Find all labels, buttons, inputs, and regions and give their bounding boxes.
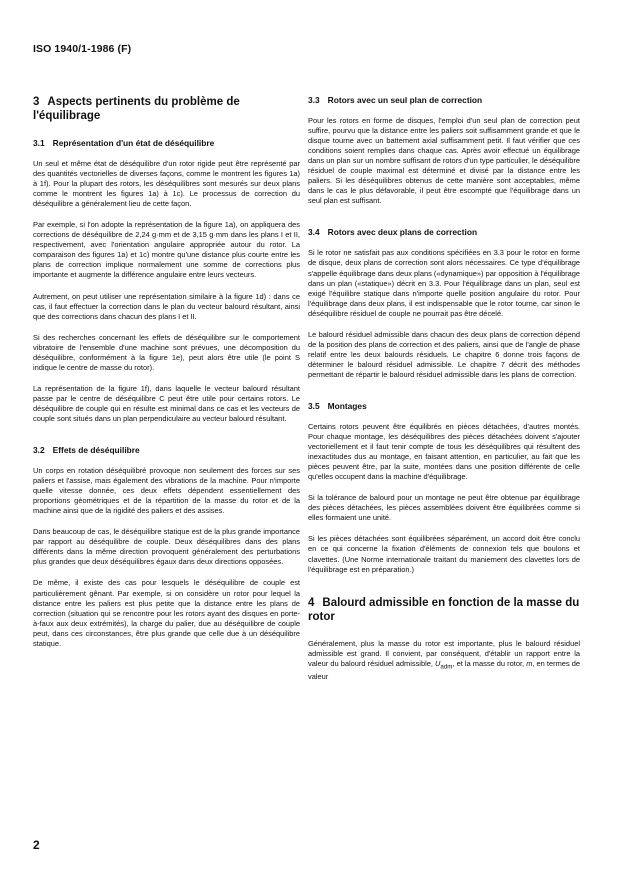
section-title: Balourd admissible en fonction de la masse du rotor bbox=[308, 596, 580, 623]
paragraph: Le balourd résiduel admissible dans chacun des deux plans de correction dépend de la position des plans de correction et des paliers, ainsi que de l'angle de phase relatif entre les deux balourds résiduels. Le chapitre 6 donne trois façons de déterminer le balourd résiduel admissible. Le chapitre 7 décrit des méthodes permettant de répartir le balourd résiduel admissible dans les plans de correction. bbox=[308, 329, 580, 379]
standard-header: ISO 1940/1-1986 (F) bbox=[33, 43, 132, 55]
paragraph: Pour les rotors en forme de disques, l'emploi d'un seul plan de correction peut suffire, pourvu que la distance entre les paliers soit suffisamment grande et que le disque tourne avec un battement axial suffisamment petit. Il faut vérifier que ces conditions soient remplies dans chaque cas. Après avoir effectué un équilibrage dans un plan sur un nombre suffisant de rotors d'un type particulier, le déséquilibre résiduel de couple maximal est déterminé et divisé par la distance entre les paliers. Si les déséquilibres obtenus de cette manière sont acceptables, même dans le cas le plus défavorable, il peut être escompté que l'équilibrage dans un seul plan est suffisant. bbox=[308, 116, 580, 206]
section-title: Montages bbox=[327, 400, 367, 411]
paragraph: La représentation de la figure 1f), dans laquelle le vecteur balourd résultant passe par le centre de déséquilibre C peut être utile pour certains rotors. Le déséquilibre de couple qui en résulte est minimal dans ce cas et les vecteurs de couple sont situés dans un plan perpendiculaire au vecteur balourd résultant. bbox=[33, 383, 300, 423]
page-number: 2 bbox=[33, 838, 40, 852]
paragraph: Si la tolérance de balourd pour un montage ne peut être obtenue par équilibrage des pièces détachées, les pièces assemblées doivent être équilibrées comme si elles formaient une unité. bbox=[308, 493, 580, 523]
section-number: 4 bbox=[308, 596, 315, 609]
section-3-4-heading bbox=[308, 227, 580, 238]
paragraph: Si les pièces détachées sont équilibrées séparément, un accord doit être conclu en ce qui concerne la fixation d'éléments de connexion tels que boulons et clavettes. (Une Norme internationale traitant du maniement des clavettes lors de l'équilibrage est en préparation.) bbox=[308, 534, 580, 574]
section-number: 3 bbox=[33, 96, 40, 108]
section-4-heading bbox=[308, 596, 580, 624]
section-number: 3.5 bbox=[308, 400, 320, 411]
paragraph-text: , en termes de valeur bbox=[308, 658, 580, 682]
paragraph: Un seul et même état de déséquilibre d'un rotor rigide peut être représenté par des quantités vectorielles de diverses façons, comme le montrent les figures 1a) à 1f). Pour la plupart des rotors, les déséquilibres sont mesurés sur deux plans comme le montrent les figures 1a) à 1c). Le processus de correction du déséquilibre a généralement lieu de cette façon. bbox=[33, 159, 300, 209]
paragraph: Par exemple, si l'on adopte la représentation de la figure 1a), on appliquera des corrections de déséquilibre de 2,24 g·mm et de 3,15 g·mm dans les plans I et II, respectivement, avec l'orientation angulaire appropriée autour du rotor. La comparaison des figures 1a) et 1c) montre qu'une distance plus courte entre les plans de correction implique normalement une somme de corrections plus importante et augmente la différence angulaire entre leurs vecteurs. bbox=[33, 220, 300, 280]
section-3-5-heading bbox=[308, 401, 580, 412]
section-title: Effets de déséquilibre bbox=[52, 445, 140, 456]
paragraph: Si des recherches concernant les effets de déséquilibre sur le comportement vibratoire de l'ensemble d'une machine sont prévues, une décomposition du déséquilibre, conformément à la figure 1e), peut alors être utile (le point S indique le centre de masse du rotor). bbox=[33, 332, 300, 372]
paragraph-text: Généralement, plus la masse du rotor est importante, plus le balourd résiduel admissible est grand. Il convient, par conséquent, d'établir un rapport entre la valeur du balourd résiduel admissible, bbox=[308, 638, 580, 668]
section-number: 3.3 bbox=[308, 95, 320, 105]
section-3-3-heading bbox=[308, 95, 580, 106]
left-column bbox=[33, 95, 300, 660]
section-3-2-heading bbox=[33, 445, 300, 456]
section-number: 3.4 bbox=[308, 227, 320, 238]
paragraph: Un corps en rotation déséquilibré provoque non seulement des forces sur ses paliers et l'assise, mais également des vibrations de la machine. Pour n'importe quelle vitesse donnée, ces deux effets dépendent essentiellement des proportions géométriques et de la répartition de la masse du rotor et de la machine ainsi que de la rigidité des paliers et des assises. bbox=[33, 466, 300, 516]
paragraph: Autrement, on peut utiliser une représentation similaire à la figure 1d) : dans ce cas, il faut effectuer la correction dans le plan du vecteur balourd résultant, ainsi que des corrections dans chacun des plans I et II. bbox=[33, 291, 300, 321]
section-3-1-heading bbox=[33, 138, 300, 149]
paragraph: De même, il existe des cas pour lesquels le déséquilibre de couple est particulièrement gênant. Par exemple, si on considère un rotor pour lequel la distance entre les paliers est plus petite que la distance entre les plans de correction (situation qui se rencontre pour les rotors ayant des disques en porte-à-faux aux deux extrémités), la charge du palier, due au déséquilibre de couple peut, dans ces circonstances, être plus grande que celle due à un déséquilibre statique. bbox=[33, 578, 300, 648]
paragraph: Dans beaucoup de cas, le déséquilibre statique est de la plus grande importance par rapport au déséquilibre de couple. Deux déséquilibres dans des plans différents dans la même direction provoquent généralement des perturbations plus grandes que deux déséquilibres égaux dans deux directions opposées. bbox=[33, 527, 300, 567]
paragraph bbox=[308, 639, 580, 683]
section-number: 3.2 bbox=[33, 445, 45, 456]
symbol-u: U bbox=[435, 658, 441, 668]
section-title: Aspects pertinents du problème de l'équilibrage bbox=[33, 96, 240, 122]
paragraph-text: , et la masse du rotor, bbox=[452, 658, 527, 668]
section-3-heading bbox=[33, 95, 300, 123]
section-title: Représentation d'un état de déséquilibre bbox=[52, 138, 215, 148]
symbol-u-subscript: adm bbox=[440, 663, 453, 671]
symbol-m: m bbox=[526, 658, 533, 668]
section-title: Rotors avec deux plans de correction bbox=[327, 227, 478, 238]
paragraph: Si le rotor ne satisfait pas aux conditions spécifiées en 3.3 pour le rotor en forme de disque, deux plans de correction sont alors nécessaires. Ce type d'équilibrage s'appelle équilibrage dans deux plans («dynamique») par opposition à l'équilibrage dans un plan («statique») décrit en 3.3. Pour l'équilibrage dans un plan, seul est exigé l'équilibre statique dans n'importe quelle position angulaire du rotor. Pour l'équilibrage dans deux plans, il est indispensable que le rotor tourne, car sinon le déséquilibre résiduel de couple ne pourrait pas être décelé. bbox=[308, 248, 581, 318]
paragraph: Certains rotors peuvent être équilibrés en pièces détachées, d'autres montés. Pour chaque montage, les déséquilibres des pièces détachées doivent s'ajouter vectoriellement et il faut tenir compte de tous les déséquilibres qui résultent des inexactitudes dus au montage, en faisant attention, en particulier, au fait que les pièces peuvent être, par la suite, montées dans une position différente de celle qu'elles occupent dans la machine d'équilibrage. bbox=[308, 421, 580, 482]
section-number: 3.1 bbox=[33, 138, 45, 148]
section-title: Rotors avec un seul plan de correction bbox=[327, 95, 483, 105]
right-column bbox=[308, 95, 580, 693]
